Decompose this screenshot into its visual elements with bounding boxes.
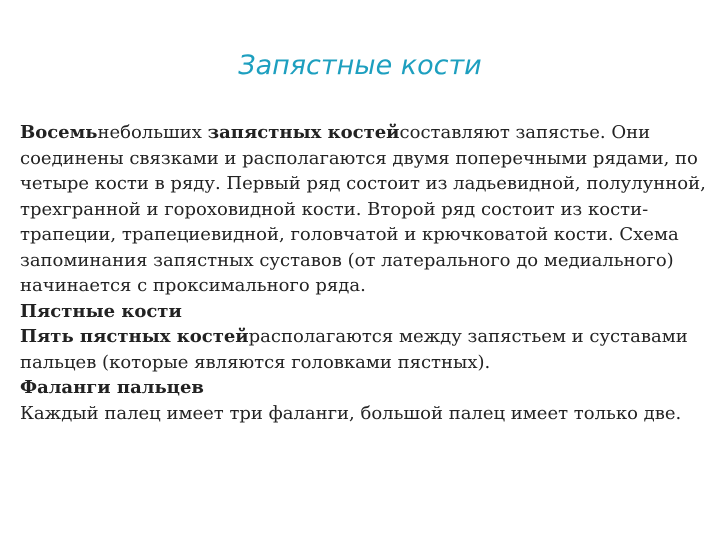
metacarpal-description: располагаются между запястьем и суставами пальцев (которые являются головками пястных). (20, 326, 688, 373)
phalanges-paragraph: Каждый палец имеет три фаланги, большой палец имеет только две. (20, 402, 682, 424)
phalanges-heading: Фаланги пальцев (20, 377, 204, 398)
carpal-bones-term: запястных костей (207, 122, 400, 143)
metacarpal-paragraph (20, 324, 710, 375)
carpal-description: составляют запястье. Они соединены связками и располагаются двумя поперечными рядами, по четыре кости в ряду. Первый ряд состоит из ладьевидной, полулунной, трехгранной и гороховидной кости. Второй ряд состоит из кости-трапеции, трапециевидной, головчатой и крючковатой кости. Схема запоминания запястных суставов (от латерального до медиального) начинается с проксимального ряда. (20, 122, 706, 296)
slide-body (20, 120, 710, 426)
carpal-count: Восемь (20, 122, 98, 143)
slide-title: Запястные кости (238, 50, 482, 81)
carpal-paragraph (20, 120, 710, 299)
metacarpal-term: Пять пястных костей (20, 326, 249, 347)
metacarpal-heading: Пястные кости (20, 300, 182, 322)
carpal-lead-text: небольших (97, 122, 208, 143)
